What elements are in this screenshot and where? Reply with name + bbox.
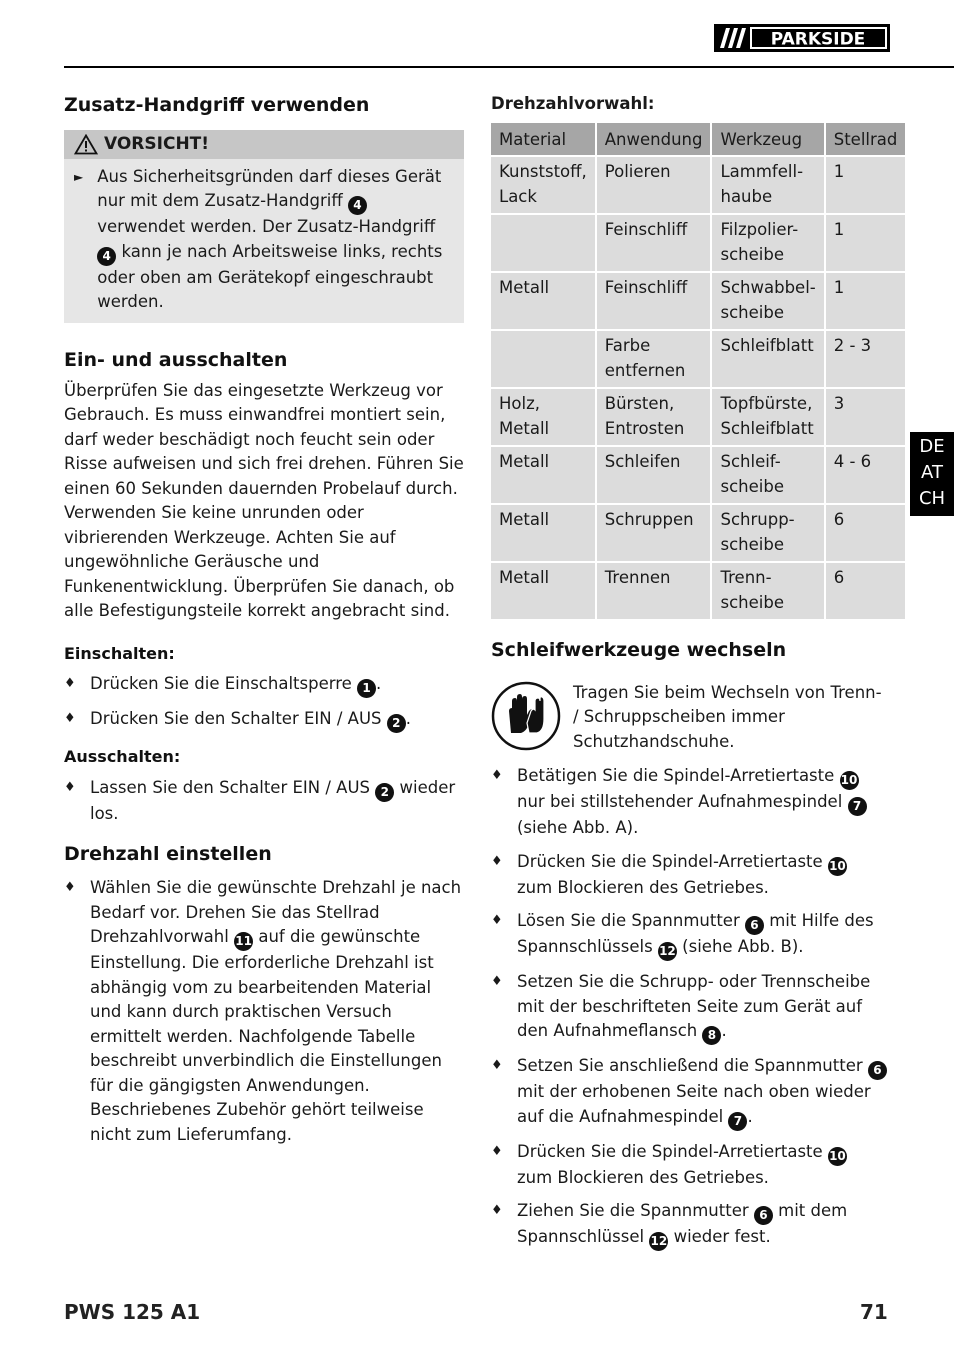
ref-number: 2 (387, 714, 406, 733)
diamond-bullet-icon: ♦ (64, 880, 76, 896)
table-cell: Topfbürste, Schleifblatt (712, 389, 823, 445)
left-column (64, 94, 464, 1156)
table-cell: Metall (491, 447, 595, 503)
caution-box (64, 130, 464, 323)
on-heading: Einschalten: (64, 643, 175, 663)
col-header: Material (491, 123, 595, 155)
ref-number: 12 (649, 1232, 668, 1251)
table-cell: Kunststoff, Lack (491, 157, 595, 213)
table-cell: Holz, Metall (491, 389, 595, 445)
table-row (491, 273, 905, 329)
table-header-row (491, 123, 905, 155)
caution-header (64, 130, 464, 159)
table-cell: Metall (491, 563, 595, 619)
table-row (491, 389, 905, 445)
list-item: ♦ Setzen Sie anschließend die Spannmutter 6 mit der erhobenen Seite nach oben wieder auf die Aufnahmespindel 7 . (491, 1054, 887, 1131)
switch-paragraph: Überprüfen Sie das eingesetzte Werkzeug vor Gebrauch. Es muss einwandfrei montiert sein, darf weder beschädigt noch feucht sein oder Risse aufweisen und sich frei drehen. Führen Sie einen 60 Sekunden dauernden Probelauf durch. Verwenden Sie keine unrunden oder vibrierenden Werkzeuge. Achten Sie auf ungewöhnliche Geräusche und Funkenentwicklung. Überprüfen Sie danach, ob alle Befestigungsteile korrekt angebracht sind. (64, 380, 464, 620)
ref-number: 7 (728, 1112, 747, 1131)
caution-body (64, 159, 464, 323)
diamond-bullet-icon: ♦ (491, 1143, 503, 1159)
table-cell: Filzpolier-scheibe (712, 215, 823, 271)
table-cell: 1 (826, 215, 906, 271)
col-header: Stellrad (826, 123, 906, 155)
model-name: PWS 125 A1 (64, 1300, 201, 1324)
table-cell: Feinschliff (597, 273, 711, 329)
list-item: ♦ Drücken Sie die Einschaltsperre 1 . (64, 672, 464, 698)
ref-number: 8 (702, 1026, 721, 1045)
table-cell: Schleifen (597, 447, 711, 503)
diamond-bullet-icon: ♦ (491, 974, 503, 990)
off-heading: Ausschalten: (64, 747, 181, 767)
table-row (491, 563, 905, 619)
table-cell: Polieren (597, 157, 711, 213)
table-row (491, 331, 905, 387)
section-title-handle: Zusatz-Handgriff verwenden (64, 94, 370, 116)
section-title-switch: Ein- und ausschalten (64, 348, 288, 371)
list-item: ♦ Wählen Sie die gewünschte Drehzahl je nach Bedarf vor. Drehen Sie das Stellrad Drehzahlvorwahl 11 auf die gewünschte Einstellung. Die erforderliche Drehzahl ist abhängig vom zu bearbeitenden Material und kann durch praktischen Versuch ermittelt werden. Nachfolgende Tabelle beschreibt unverbindlich die Einstellungen für die gängigsten Anwendungen. Beschriebenes Zubehör gehört teilweise nicht zum Lieferumfang. (64, 876, 464, 1147)
arrow-bullet-icon: ► (74, 169, 84, 184)
glove-text: Tragen Sie beim Wechseln von Trenn- / Schruppscheiben immer Schutzhandschuhe. (573, 682, 882, 751)
ref-number: 11 (234, 932, 253, 951)
table-cell: Schleifblatt (712, 331, 823, 387)
list-item: ♦ Drücken Sie die Spindel-Arretiertaste 10 zum Blockieren des Getriebes. (491, 1140, 887, 1191)
table-row (491, 447, 905, 503)
diamond-bullet-icon: ♦ (491, 853, 503, 869)
diamond-bullet-icon: ♦ (491, 1203, 503, 1219)
table-cell: Schruppen (597, 505, 711, 561)
ref-number: 10 (840, 771, 859, 790)
table-cell: Feinschliff (597, 215, 711, 271)
speed-table (489, 121, 907, 621)
table-cell: Bürsten, Entrosten (597, 389, 711, 445)
ref-number: 6 (745, 916, 764, 935)
diamond-bullet-icon: ♦ (64, 711, 76, 727)
table-cell: 1 (826, 273, 906, 329)
section-title-change-tool: Schleifwerkzeuge wechseln (491, 639, 787, 661)
col-header: Anwendung (597, 123, 711, 155)
table-cell: Metall (491, 505, 595, 561)
table-cell: 6 (826, 563, 906, 619)
ref-number: 4 (97, 247, 116, 266)
list-item: ♦ Drücken Sie die Spindel-Arretiertaste 10 zum Blockieren des Getriebes. (491, 850, 887, 901)
table-cell: Schwabbel-scheibe (712, 273, 823, 329)
ref-number: 6 (754, 1206, 773, 1225)
table-cell (491, 215, 595, 271)
parkside-logo (714, 24, 890, 52)
table-row (491, 215, 905, 271)
table-cell: Schrupp-scheibe (712, 505, 823, 561)
right-column (491, 94, 898, 1260)
list-item: ♦ Lassen Sie den Schalter EIN / AUS 2 wieder los. (64, 776, 464, 827)
warning-triangle-icon (74, 134, 98, 155)
table-cell: Metall (491, 273, 595, 329)
table-cell: 3 (826, 389, 906, 445)
table-cell: Schleif-scheibe (712, 447, 823, 503)
off-list (64, 776, 464, 827)
diamond-bullet-icon: ♦ (491, 1058, 503, 1074)
list-item: ♦ Setzen Sie die Schrupp- oder Trennscheibe mit der beschrifteten Seite zum Gerät auf den Aufnahmeflansch 8 . (491, 970, 887, 1045)
lang-ch: CH (918, 488, 946, 509)
table-heading: Drehzahlvorwahl: (491, 94, 655, 113)
section-title-speed: Drehzahl einstellen (64, 842, 272, 865)
table-cell (491, 331, 595, 387)
ref-number: 1 (357, 679, 376, 698)
table-cell: Lammfell-haube (712, 157, 823, 213)
lang-de: DE (919, 436, 945, 457)
ref-number: 10 (828, 1147, 847, 1166)
tool-change-steps (491, 764, 887, 1251)
ref-number: 12 (658, 942, 677, 961)
on-list (64, 672, 464, 733)
diamond-bullet-icon: ♦ (491, 768, 503, 784)
ref-number: 10 (828, 857, 847, 876)
glove-notice (491, 681, 887, 755)
list-item: ♦ Betätigen Sie die Spindel-Arretiertaste 10 nur bei stillstehender Aufnahmespindel 7 (siehe Abb. A). (491, 764, 887, 841)
list-item: ♦ Drücken Sie den Schalter EIN / AUS 2 . (64, 707, 464, 733)
speed-list (64, 876, 464, 1147)
language-tab (910, 432, 954, 516)
lang-at: AT (921, 462, 943, 483)
table-cell: Trenn-scheibe (712, 563, 823, 619)
header-rule (64, 66, 954, 68)
gloves-icon (491, 681, 561, 751)
brand-text: PARKSIDE (770, 29, 866, 50)
caution-label: VORSICHT! (104, 134, 210, 155)
diamond-bullet-icon: ♦ (491, 913, 503, 929)
table-row (491, 505, 905, 561)
diamond-bullet-icon: ♦ (64, 676, 76, 692)
diamond-bullet-icon: ♦ (64, 780, 76, 796)
table-cell: Farbe entfernen (597, 331, 711, 387)
table-cell: Trennen (597, 563, 711, 619)
ref-number: 6 (868, 1061, 887, 1080)
col-header: Werkzeug (712, 123, 823, 155)
table-cell: 2 - 3 (826, 331, 906, 387)
list-item: ♦ Lösen Sie die Spannmutter 6 mit Hilfe des Spannschlüssels 12 (siehe Abb. B). (491, 909, 887, 961)
caution-text: Aus Sicherheitsgründen darf dieses Gerät nur mit dem Zusatz-Handgriff 4 verwendet werden. Der Zusatz-Handgriff 4 kann je nach Arbeitsweise links, rechts oder oben am Gerätekopf eingeschraubt werden. (97, 166, 443, 312)
table-cell: 6 (826, 505, 906, 561)
page-number: 71 (860, 1300, 888, 1324)
ref-number: 7 (848, 797, 867, 816)
ref-number: 4 (348, 196, 367, 215)
table-row (491, 157, 905, 213)
list-item: ♦ Ziehen Sie die Spannmutter 6 mit dem Spannschlüssel 12 wieder fest. (491, 1199, 887, 1251)
table-cell: 4 - 6 (826, 447, 906, 503)
table-cell: 1 (826, 157, 906, 213)
ref-number: 2 (375, 783, 394, 802)
